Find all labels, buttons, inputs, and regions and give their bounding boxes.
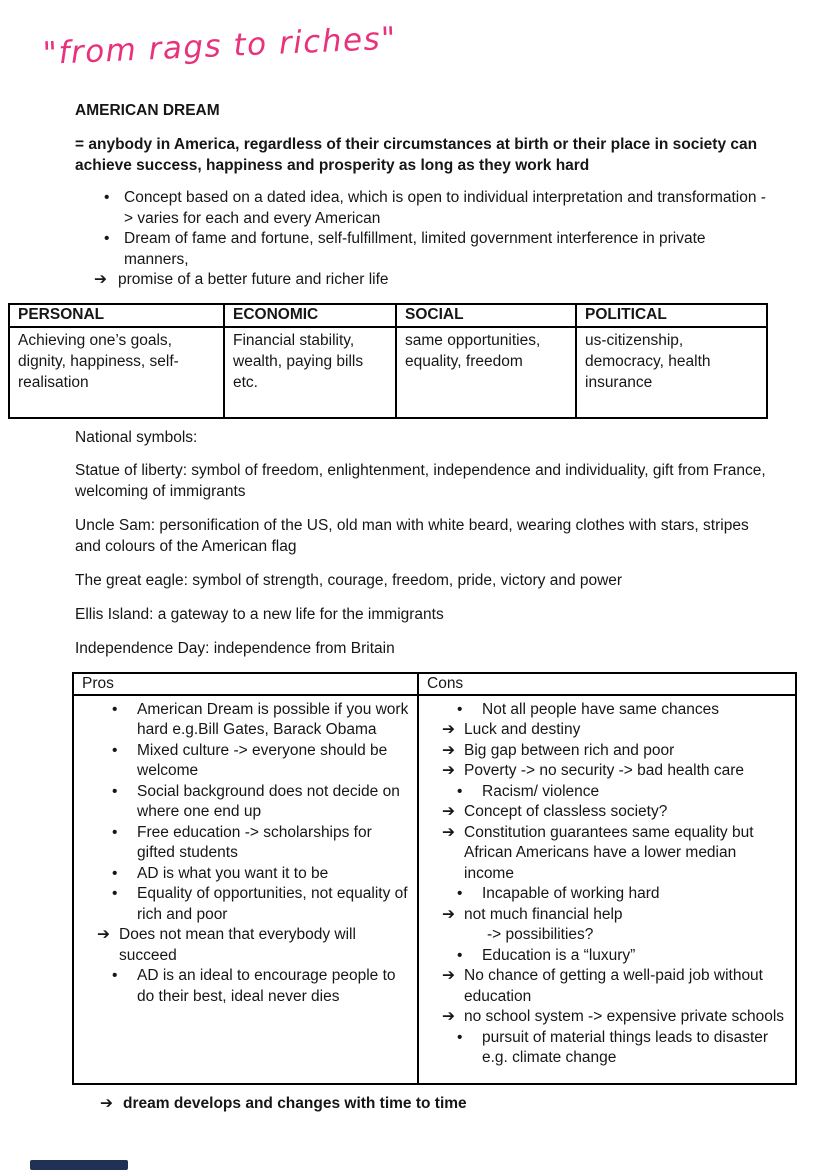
symbol-paragraph-independence-day: Independence Day: independence from Britain [75, 639, 395, 657]
arrow-icon: ➔ [97, 926, 110, 943]
list-item [80, 700, 411, 741]
arrow-icon: ➔ [94, 271, 107, 288]
column-header-personal: PERSONAL [9, 304, 224, 327]
national-symbols-heading: National symbols: [75, 428, 198, 446]
list-item-text: Does not mean that everybody will succeed [119, 926, 356, 964]
list-item-text: -> possibilities? [487, 926, 594, 943]
list-item-text: AD is an ideal to encourage people to do their best, ideal never dies [137, 967, 396, 1005]
list-item [425, 946, 789, 967]
list-item [425, 720, 789, 741]
list-item-text: not much financial help [464, 905, 623, 923]
list-item [425, 741, 789, 762]
list-item [425, 761, 789, 782]
cons-cell [418, 695, 796, 1084]
list-item [80, 823, 411, 864]
list-item-text: AD is what you want it to be [137, 864, 329, 882]
bullet-icon: • [457, 946, 463, 964]
list-item-text: Dream of fame and fortune, self-fulfillment, limited government interference in private manners, [124, 230, 706, 268]
list-item [75, 229, 767, 270]
bullet-icon: • [457, 700, 463, 718]
political-cell: us-citizenship, democracy, health insurance [576, 327, 767, 418]
list-item [80, 966, 411, 1007]
list-item [425, 802, 789, 823]
bullet-icon: • [112, 700, 118, 718]
list-item-text: Equality of opportunities, not equality of rich and poor [137, 885, 408, 923]
list-item-text: pursuit of material things leads to disaster e.g. climate change [482, 1028, 769, 1066]
list-item [75, 270, 767, 291]
symbol-paragraph-statue-of-liberty: Statue of liberty: symbol of freedom, enlightenment, independence and individuality, gift from France, welcoming of immigrants [75, 461, 766, 500]
pros-cons-table [72, 672, 797, 1085]
personal-cell: Achieving one’s goals, dignity, happiness, self-realisation [9, 327, 224, 418]
list-item-text: Social background does not decide on where one end up [137, 782, 400, 820]
definition-text: = anybody in America, regardless of their circumstances at birth or their place in society can achieve success, happiness and prosperity as long as they work hard [75, 136, 758, 174]
aspects-header-row [9, 304, 767, 327]
list-item [425, 1028, 789, 1069]
arrow-icon: ➔ [442, 1008, 455, 1025]
list-item [425, 884, 789, 905]
list-item-text: Racism/ violence [482, 782, 600, 800]
bullet-icon: • [112, 885, 118, 902]
pros-cons-header-row [73, 673, 796, 695]
bullet-icon: • [112, 782, 118, 800]
list-item [425, 905, 789, 926]
bullet-icon: • [457, 1028, 463, 1046]
conclusion-line [100, 1093, 828, 1114]
list-item-text: Mixed culture -> everyone should be welcome [137, 741, 388, 779]
bullet-icon: • [112, 967, 118, 984]
bullet-icon: • [104, 230, 110, 247]
arrow-icon: ➔ [442, 762, 455, 779]
list-item [80, 884, 411, 925]
list-item [80, 925, 411, 966]
bullet-icon: • [112, 864, 118, 882]
list-item [425, 1007, 789, 1028]
list-item-text: Free education -> scholarships for gifted students [137, 823, 372, 861]
arrow-icon: ➔ [442, 803, 455, 820]
column-header-political: POLITICAL [576, 304, 767, 327]
conclusion-text: dream develops and changes with time to time [123, 1094, 467, 1112]
symbol-paragraph-uncle-sam: Uncle Sam: personification of the US, old man with white beard, wearing clothes with stars, stripes and colours of the American flag [75, 516, 749, 555]
list-item-text: no school system -> expensive private schools [464, 1008, 785, 1025]
list-item-text: American Dream is possible if you work hard e.g.Bill Gates, Barack Obama [137, 700, 409, 738]
social-cell: same opportunities, equality, freedom [396, 327, 576, 418]
bullet-icon: • [104, 189, 110, 206]
bullet-icon: • [112, 823, 118, 841]
column-header-economic: ECONOMIC [224, 304, 396, 327]
cons-list [425, 700, 789, 1069]
list-item [425, 925, 789, 946]
list-item [425, 823, 789, 885]
pros-cons-body-row [73, 695, 796, 1084]
list-item [75, 188, 767, 229]
arrow-icon: ➔ [442, 721, 455, 738]
bottom-bar [30, 1160, 128, 1170]
list-item-text: Education is a “luxury” [482, 946, 636, 964]
bullet-icon: • [457, 782, 463, 800]
list-item [80, 741, 411, 782]
list-item [425, 700, 789, 721]
list-item-text: Concept based on a dated idea, which is open to individual interpretation and transformation -> varies for each and every American [124, 189, 766, 227]
list-item [425, 782, 789, 803]
list-item-text: Constitution guarantees same equality but African Americans have a lower median income [464, 823, 754, 882]
intro-list [75, 188, 767, 291]
list-item-text: promise of a better future and richer life [118, 271, 389, 288]
list-item-text: Concept of classless society? [464, 803, 668, 820]
list-item-text: Not all people have same chances [482, 700, 719, 718]
arrow-icon: ➔ [442, 967, 455, 984]
arrow-icon: ➔ [442, 741, 455, 759]
economic-cell: Financial stability, wealth, paying bills etc. [224, 327, 396, 418]
arrow-icon: ➔ [442, 905, 455, 923]
pros-list [80, 700, 411, 1008]
list-item-text: No chance of getting a well-paid job without education [464, 967, 763, 1005]
arrow-icon: ➔ [100, 1094, 113, 1112]
list-item-text: Poverty -> no security -> bad health care [464, 762, 745, 779]
arrow-icon: ➔ [442, 823, 455, 841]
symbol-paragraph-ellis-island: Ellis Island: a gateway to a new life for the immigrants [75, 605, 444, 623]
cons-header-cell: Cons [418, 673, 796, 695]
pros-header-cell: Pros [73, 673, 418, 695]
page-title: AMERICAN DREAM [75, 102, 220, 119]
list-item [425, 966, 789, 1007]
list-item-text: Big gap between rich and poor [464, 741, 675, 759]
aspects-table [8, 303, 768, 419]
column-header-social: SOCIAL [396, 304, 576, 327]
list-item [80, 782, 411, 823]
list-item [80, 864, 411, 885]
pros-cell [73, 695, 418, 1084]
bullet-icon: • [112, 741, 118, 759]
aspects-body-row [9, 327, 767, 418]
symbol-paragraph-great-eagle: The great eagle: symbol of strength, courage, freedom, pride, victory and power [75, 571, 623, 589]
list-item-text: Incapable of working hard [482, 885, 660, 902]
handwritten-note: "from rags to riches" [42, 20, 398, 72]
bullet-icon: • [457, 885, 463, 902]
list-item-text: Luck and destiny [464, 721, 581, 738]
